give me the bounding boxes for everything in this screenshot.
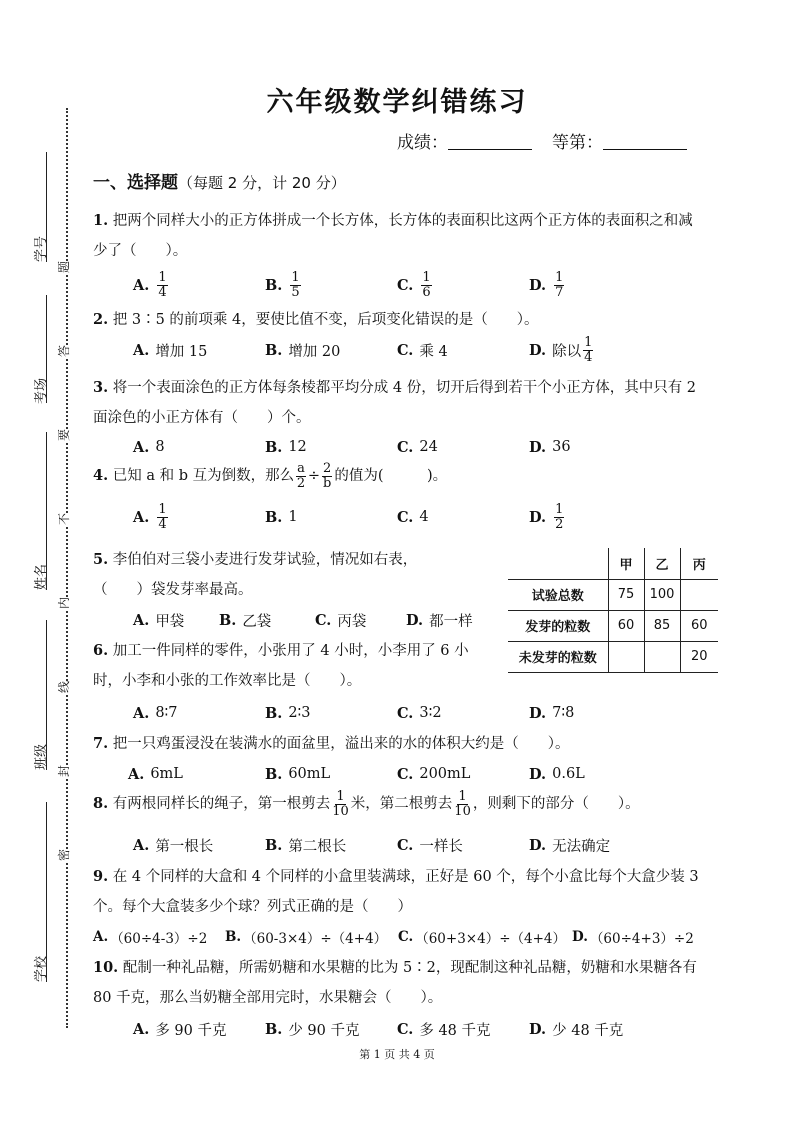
table-cell: 75 <box>608 579 644 610</box>
binding-dotted-line <box>66 108 68 1028</box>
table-header: 乙 <box>644 548 680 579</box>
question-text: 在 4 个同样的大盒和 4 个同样的小盒里装满球，正好是 60 个，每个小盒比每个大盒少装 3 个。每个大盒装多少个球？列式正确的是（ ） <box>93 869 699 915</box>
table-header: 甲 <box>608 548 644 579</box>
fraction: $\frac{2}{b}$ <box>323 460 332 491</box>
question-text: 加工一件同样的零件，小张用了 4 小时，小李用了 6 小 <box>112 643 469 659</box>
option-d[interactable]: D. 少 48 千克 <box>529 1020 624 1039</box>
seal-char: 要 <box>57 428 72 442</box>
option-c[interactable]: C. （60+3×4）÷（4+4） <box>398 929 566 947</box>
option-d[interactable]: D. $\frac{1}{7}$ <box>529 269 564 300</box>
question-text: 把两个同样大小的正方体拼成一个长方体，长方体的表面积比这两个正方体的表面积之和减少了（ ）。 <box>93 213 693 259</box>
option-a[interactable]: A. 多 90 千克 <box>133 1020 227 1039</box>
table-header: 丙 <box>680 548 718 579</box>
question-2 <box>93 305 705 335</box>
table-cell <box>644 641 680 672</box>
seal-char: 题 <box>57 260 72 274</box>
option-c[interactable]: C. 一样长 <box>397 836 463 855</box>
option-d[interactable]: D. 7∶8 <box>529 704 575 722</box>
question-4: 4. 已知 a 和 b 互为倒数，那么 $\frac{a}{2}$ ÷ $\frac{2}{b}$ 的值为( )。 <box>93 460 448 491</box>
question-text-end: ，则剩下的部分（ ）。 <box>472 796 640 812</box>
question-10-options <box>0 1014 794 1044</box>
question-4-options <box>0 502 794 532</box>
fraction: $\frac{a}{2}$ <box>296 460 306 491</box>
seal-char: 内 <box>57 596 72 610</box>
question-10 <box>93 953 705 1013</box>
table-cell <box>608 641 644 672</box>
score-label: 成绩： <box>397 133 448 153</box>
option-a[interactable]: A. 第一根长 <box>133 836 214 855</box>
page-footer: 第 1 页 共 4 页 <box>359 1048 435 1061</box>
question-number: 9. <box>93 868 109 885</box>
question-6-options <box>0 698 794 728</box>
table-cell: 85 <box>644 610 680 641</box>
option-c[interactable]: C. 丙袋 <box>315 611 367 630</box>
question-9-options <box>0 922 794 952</box>
question-text: 把 3∶5 的前项乘 4，要使比值不变，后项变化错误的是（ ）。 <box>112 312 539 328</box>
question-text: 已知 a 和 b 互为倒数，那么 <box>112 468 295 484</box>
table-cell: 60 <box>608 610 644 641</box>
table-row-label: 试验总数 <box>531 589 584 604</box>
name-label: 姓名 <box>34 563 49 590</box>
section-heading <box>93 168 346 193</box>
option-c[interactable]: C. 4 <box>397 508 429 526</box>
option-a[interactable]: A. 甲袋 <box>133 611 185 630</box>
section-note: （每题 2 分，计 20 分） <box>178 174 346 192</box>
question-number: 7. <box>93 735 109 752</box>
score-area <box>397 128 687 153</box>
score-blank[interactable] <box>448 132 532 150</box>
question-8-options <box>0 830 794 860</box>
question-number: 2. <box>93 311 109 328</box>
option-d[interactable]: D. 都一样 <box>406 611 473 630</box>
question-2-options <box>0 335 794 365</box>
option-c[interactable]: C. 200mL <box>397 765 471 783</box>
fraction: $\frac{1}{10}$ <box>332 788 349 819</box>
question-5 <box>93 545 493 605</box>
germination-table <box>508 548 718 673</box>
question-text: 李伯伯对三袋小麦进行发芽试验，情况如右表， <box>112 552 418 568</box>
question-text: 有两根同样长的绳子，第一根剪去 <box>112 796 331 812</box>
question-1 <box>93 206 705 266</box>
option-d[interactable]: D. 0.6L <box>529 765 585 783</box>
question-text-mid: 米，第二根剪去 <box>350 796 453 812</box>
table-cell: 20 <box>680 641 718 672</box>
question-1-options <box>0 270 794 300</box>
option-b[interactable]: B. 少 90 千克 <box>265 1020 360 1039</box>
option-a[interactable]: A. $\frac{1}{4}$ <box>133 501 167 532</box>
school-label: 学校 <box>34 955 49 982</box>
option-b[interactable]: B. 增加 20 <box>265 341 341 360</box>
question-text-line2: （ ）袋发芽率最高。 <box>93 582 253 598</box>
seal-char: 线 <box>57 680 72 694</box>
table-row-label: 未发芽的粒数 <box>518 651 597 666</box>
exam-room-label: 考场 <box>34 377 49 404</box>
class-label: 班级 <box>34 743 49 770</box>
table-cell: 60 <box>680 610 718 641</box>
option-d[interactable]: D. 除以 $\frac{1}{4}$ <box>529 334 593 365</box>
option-d[interactable]: D. 无法确定 <box>529 836 611 855</box>
question-number: 4. <box>93 467 109 484</box>
question-number: 3. <box>93 379 109 396</box>
student-id-label: 学号 <box>34 235 49 262</box>
question-7 <box>93 729 705 759</box>
table-cell <box>508 548 608 579</box>
seal-char: 密 <box>57 848 72 862</box>
grade-label: 等第： <box>552 133 603 153</box>
table-cell <box>680 579 718 610</box>
option-b[interactable]: B. （60-3×4）÷（4+4） <box>225 929 388 947</box>
option-a[interactable]: A. 8 <box>133 438 165 456</box>
question-3 <box>93 373 705 433</box>
question-text: 把一只鸡蛋浸没在装满水的面盆里，溢出来的水的体积大约是（ ）。 <box>112 736 570 752</box>
seal-char: 不 <box>57 512 72 526</box>
option-a[interactable]: A. $\frac{1}{4}$ <box>133 269 167 300</box>
option-a[interactable]: A. 增加 15 <box>133 341 208 360</box>
seal-char: 封 <box>57 764 72 778</box>
table-row <box>508 579 718 610</box>
option-b[interactable]: B. 2∶3 <box>265 704 311 722</box>
question-text-line2: 时，小李和小张的工作效率比是（ ）。 <box>93 673 362 689</box>
option-a[interactable]: A. 8∶7 <box>133 704 178 722</box>
page-title: 六年级数学纠错练习 <box>266 87 528 118</box>
option-c[interactable]: C. 3∶2 <box>397 704 442 722</box>
question-text: 将一个表面涂色的正方体每条棱都平均分成 4 份，切开后得到若干个小正方体，其中只有 2 面涂色的小正方体有（ ）个。 <box>93 380 697 426</box>
option-b[interactable]: B. 12 <box>265 438 307 456</box>
option-d[interactable]: D. 36 <box>529 438 571 456</box>
section-title: 一、选择题 <box>93 173 178 193</box>
table-header-row <box>508 548 718 579</box>
question-8 <box>93 786 705 822</box>
option-b[interactable]: B. 1 <box>265 508 298 526</box>
option-b[interactable]: B. 乙袋 <box>219 611 272 630</box>
option-c[interactable]: C. 24 <box>397 438 438 456</box>
question-7-options <box>0 759 794 789</box>
option-a[interactable]: A. （60÷4-3）÷2 <box>93 929 208 947</box>
question-text: 配制一种礼品糖，所需奶糖和水果糖的比为 5∶2，现配制这种礼品糖，奶糖和水果糖各有 80 千克，那么当奶糖全部用完时，水果糖会（ ）。 <box>93 960 697 1006</box>
question-number: 8. <box>93 795 109 812</box>
option-b[interactable]: B. 60mL <box>265 765 331 783</box>
option-d[interactable]: D. （60÷4+3）÷2 <box>572 929 694 947</box>
question-number: 5. <box>93 551 109 568</box>
question-9 <box>93 862 705 922</box>
option-c[interactable]: C. 多 48 千克 <box>397 1020 491 1039</box>
option-c[interactable]: C. 乘 4 <box>397 341 448 360</box>
question-6 <box>93 636 503 696</box>
option-b[interactable]: B. 第二根长 <box>265 836 347 855</box>
option-d[interactable]: D. $\frac{1}{2}$ <box>529 501 564 532</box>
table-row <box>508 610 718 641</box>
question-text-end: 的值为( )。 <box>334 468 448 484</box>
question-number: 1. <box>93 212 109 229</box>
fraction: $\frac{1}{10}$ <box>454 788 471 819</box>
option-a[interactable]: A. 6mL <box>128 765 183 783</box>
table-row-label: 发芽的粒数 <box>525 620 591 635</box>
table-cell: 100 <box>644 579 680 610</box>
question-number: 6. <box>93 642 109 659</box>
grade-blank[interactable] <box>603 132 687 150</box>
option-c[interactable]: C. $\frac{1}{6}$ <box>397 269 431 300</box>
option-b[interactable]: B. $\frac{1}{5}$ <box>265 269 300 300</box>
seal-char: 答 <box>57 344 72 358</box>
question-number: 10. <box>93 959 119 976</box>
table-row <box>508 641 718 672</box>
